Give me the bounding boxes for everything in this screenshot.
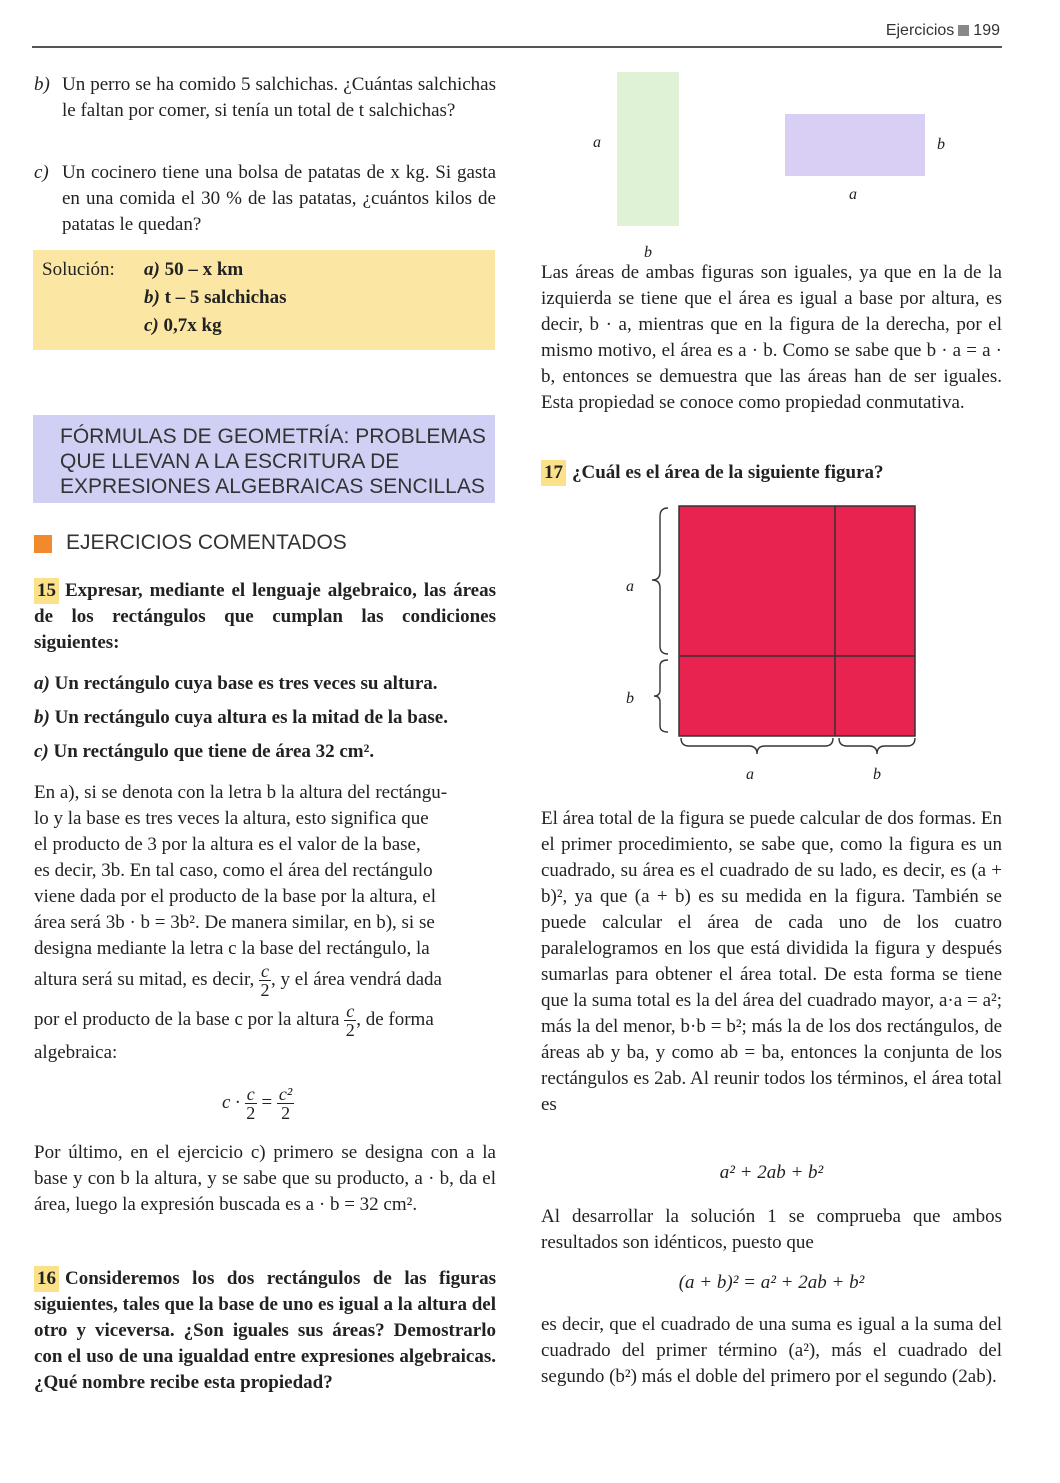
solution-b-label: b) [144, 287, 160, 308]
equation-c-half [222, 1080, 294, 1126]
frac-den: 2 [260, 980, 270, 1001]
paragraph-15-conclusion: Por último, en el ejercicio c) primero se designa con a la base y con b la altura, y se sabe que su producto, a · b, da el área, luego la expresión buscada es a · b = 32 cm². [34, 1142, 496, 1215]
frac-num-b: c [346, 1001, 355, 1022]
p1-line-8b: , y el área vendrá dada [271, 969, 442, 990]
label-bottom-a: a [746, 766, 754, 783]
exercise-15-a [34, 671, 496, 697]
exercise-16-prompt [34, 1266, 496, 1396]
solution-b [144, 284, 287, 312]
exercise-17-prompt [541, 460, 1002, 486]
eq-equals: = [261, 1092, 273, 1113]
section-title [60, 424, 486, 499]
p1-line-10: algebraica: [34, 1042, 118, 1063]
p1-line-7: designa mediante la letra c la base del rectángulo, la [34, 938, 430, 959]
left-brace-a [652, 508, 668, 654]
eq-frac-2-num: c² [278, 1084, 293, 1105]
purple-rectangle [785, 114, 925, 176]
green-side-label: a [593, 134, 601, 151]
p1-line-9 [34, 1000, 504, 1040]
exercise-15-number: 15 [34, 578, 59, 604]
header-section: Ejercicios [885, 22, 955, 39]
p1-line-4: es decir, 3b. En tal caso, como el área del rectángulo [34, 860, 433, 881]
solution-a-label: a) [144, 259, 160, 280]
section-title-line-3: EXPRESIONES ALGEBRAICAS SENCILLAS [60, 475, 485, 498]
p1-line-9b: , de forma [356, 1009, 434, 1030]
exercise-15-c-label: c) [34, 741, 49, 762]
orange-square-icon [34, 535, 52, 553]
p1-line-8 [34, 960, 504, 1000]
section-title-line-1: FÓRMULAS DE GEOMETRÍA: PROBLEMAS [60, 425, 486, 448]
exercise-16-number: 16 [34, 1266, 59, 1292]
solution-label: Solución: [42, 259, 115, 280]
running-header [886, 22, 1000, 40]
p1-line-6: área será 3b · b = 3b². De manera similar, en b), si se [34, 912, 435, 933]
label-left-a: a [626, 578, 634, 595]
eq-lhs: c · [222, 1092, 240, 1113]
paragraph-17-verification: Al desarrollar la solución 1 se comprueba que ambos resultados son idénticos, puesto que [541, 1206, 1002, 1253]
item-c-label: c) [34, 162, 49, 183]
green-base-label: b [644, 244, 652, 261]
p1-line-1: En a), si se denota con la letra b la altura del rectángu- [34, 782, 448, 803]
frac-num: c [261, 961, 270, 982]
exercise-16-text: Consideremos los dos rectángulos de las figuras siguientes, tales que la base de uno es igual a la altura del otro y viceversa. ¿Son iguales sus áreas? Demostrarlo con el uso de una igualdad entre expresiones algebraicas. ¿Qué nombre recibe esta propiedad? [34, 1268, 496, 1393]
equation-2: (a + b)² = a² + 2ab + b² [678, 1272, 865, 1293]
header-square-icon [958, 25, 969, 36]
square-area [679, 506, 915, 736]
eq-frac-1-num: c [246, 1084, 255, 1105]
solution-c-value: 0,7x kg [163, 315, 222, 336]
paragraph-15-explanation [34, 780, 504, 962]
section-title-line-2: QUE LLEVAN A LA ESCRITURA DE [60, 450, 400, 473]
bottom-brace-b [839, 738, 915, 754]
exercise-15-b-text: Un rectángulo cuya altura es la mitad de la base. [54, 707, 448, 728]
item-c-text: Un cocinero tiene una bolsa de patatas de x kg. Si gasta en una comida el 30 % de las patatas, ¿cuántos kilos de patatas le quedan? [62, 162, 496, 235]
exercise-15-c [34, 739, 496, 765]
fraction-c-over-2 [259, 962, 271, 999]
exercise-15-text: Expresar, mediante el lenguaje algebraico, las áreas de los rectángulos que cumplan las condiciones siguientes: [34, 580, 496, 653]
solution-b-value: t – 5 salchichas [164, 287, 287, 308]
exercise-17-text: ¿Cuál es el área de la siguiente figura? [572, 462, 884, 483]
p1-line-2: lo y la base es tres veces la altura, esto significa que [34, 808, 429, 829]
label-left-b: b [626, 690, 634, 707]
p1-line-9a: por el producto de la base c por la altura [34, 1009, 340, 1030]
eq-frac-2-den: 2 [281, 1103, 291, 1124]
eq-frac-1 [245, 1085, 257, 1122]
paragraph-16-answer: Las áreas de ambas figuras son iguales, ya que en la de la izquierda se tiene que el área es igual a base por altura, es decir, b · a, mientras que en la figura de la derecha, por el mismo motivo, el área es a · b. Como se sabe que b · a = a · b, entonces se demuestra que las áreas han de ser iguales. Esta propiedad se conoce como propiedad conmutativa. [541, 262, 1002, 413]
paragraph-17-conclusion: es decir, que el cuadrado de una suma es igual a la suma del cuadrado del primer término (a²), más el cuadrado del segundo (b²) más el doble del primero por el segundo (2ab). [541, 1314, 1002, 1387]
green-rectangle [617, 72, 679, 226]
label-bottom-b: b [873, 766, 881, 783]
p1-line-3: el producto de 3 por la altura es el valor de la base, [34, 834, 421, 855]
exercise-17-number: 17 [541, 460, 566, 486]
exercise-15-prompt [34, 578, 496, 656]
square-diagram [610, 500, 930, 790]
eq-frac-1-den: 2 [246, 1103, 256, 1124]
left-brace-b [654, 660, 668, 732]
p1-line-5: viene dada por el producto de la base por la altura, el [34, 886, 436, 907]
exercise-15-c-text: Un rectángulo que tiene de área 32 cm². [53, 741, 375, 762]
solution-c-label: c) [144, 315, 159, 336]
solution-a [144, 256, 243, 284]
bottom-brace-a [681, 738, 833, 754]
eq-frac-2 [277, 1085, 294, 1122]
solution-a-value: 50 – x km [164, 259, 244, 280]
frac-den-b: 2 [345, 1020, 355, 1041]
equation-1: a² + 2ab + b² [719, 1162, 824, 1183]
fraction-c-over-2-b [344, 1002, 356, 1039]
page-number: 199 [973, 22, 1000, 39]
p1-line-8a: altura será su mitad, es decir, [34, 969, 255, 990]
header-rule [32, 46, 1002, 48]
solution-c [144, 312, 222, 340]
exercise-15-b-label: b) [34, 707, 50, 728]
item-c [34, 160, 496, 238]
exercise-15-b [34, 705, 496, 731]
purple-base-label: a [849, 186, 857, 203]
item-b-label: b) [34, 74, 50, 95]
exercise-15-a-label: a) [34, 673, 50, 694]
purple-side-label: b [937, 136, 945, 153]
paragraph-17-explanation: El área total de la figura se puede calcular de dos formas. En el primer procedimiento, se sabe que, como la figura es un cuadrado, su área es el cuadrado de su lado, es decir, es (a + b)², ya que (a + b) es su medida en la figura. También se puede calcular el área de cada uno de los cuatro paralelogramos en los que está dividida la figura y después sumarlas para obtener el área total. De esta forma se tiene que la suma total es la del área del cuadrado mayor, a·a = a²; más la del menor, b·b = b²; más la de los dos rectángulos, de áreas ab y ba, y como ab = ba, entonces la conjunta de los rectángulos es 2ab. Al reunir todos los términos, el área total es [541, 808, 1002, 1115]
item-b [34, 72, 496, 124]
item-b-text: Un perro se ha comido 5 salchichas. ¿Cuántas salchichas le faltan por comer, si tenía un total de t salchichas? [62, 74, 496, 121]
exercise-15-a-text: Un rectángulo cuya base es tres veces su altura. [54, 673, 438, 694]
subsection-title: EJERCICIOS COMENTADOS [66, 531, 347, 554]
